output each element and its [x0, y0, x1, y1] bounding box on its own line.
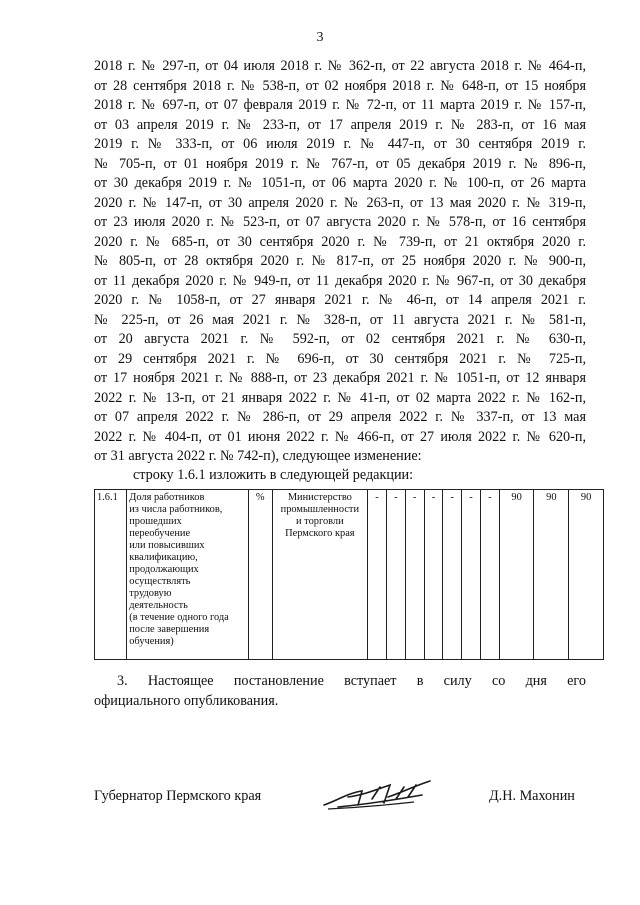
- value-cell: -: [368, 490, 387, 660]
- text-line: 2022 г. № 13-п, от 21 января 2022 г. № 41-п, от 02 марта 2022 г. № 162-п,: [94, 389, 586, 406]
- executor-line: и торговли: [296, 516, 344, 527]
- indicator-line: после завершения: [129, 624, 210, 635]
- value-cell: 90: [499, 490, 534, 660]
- indicator-line: продолжающих: [129, 564, 199, 575]
- text-line: 2019 г. № 333-п, от 06 июля 2019 г. № 447-п, от 30 сентября 2019 г.: [94, 136, 586, 152]
- text-line: от 03 апреля 2019 г. № 233-п, от 17 апреля 2019 г. № 283-п, от 16 мая: [94, 116, 586, 133]
- value-cell: -: [443, 490, 462, 660]
- indicator-line: деятельность: [129, 600, 188, 611]
- text-line: 2020 г. № 147-п, от 30 апреля 2020 г. № 263-п, от 13 мая 2020 г. № 319-п,: [94, 194, 586, 211]
- text-line: 2020 г. № 685-п, от 30 сентября 2020 г. № 739-п, от 21 октября 2020 г.: [94, 233, 586, 250]
- text-line: от 31 августа 2022 г. № 742-п), следующее изменение:: [94, 448, 422, 464]
- value-cell: -: [462, 490, 481, 660]
- page-number: 3: [316, 30, 324, 45]
- row-number-cell: 1.6.1: [95, 490, 127, 660]
- value-cell: -: [424, 490, 443, 660]
- text-line: от 20 августа 2021 г. № 592-п, от 02 сентября 2021 г. № 630-п,: [94, 331, 586, 347]
- value-cell: 90: [534, 490, 569, 660]
- indicator-line: осуществлять: [129, 576, 191, 587]
- text-line: от 23 июля 2020 г. № 523-п, от 07 августа 2020 г. № 578-п, от 16 сентября: [94, 214, 586, 230]
- text-line: 2022 г. № 404-п, от 01 июня 2022 г. № 466-п, от 27 июля 2022 г. № 620-п,: [94, 428, 586, 445]
- indicator-line: переобучение: [129, 528, 191, 539]
- body-text: [94, 57, 586, 467]
- indicator-line: или повысивших: [129, 540, 205, 551]
- intro-line: строку 1.6.1 изложить в следующей редакции:: [133, 467, 414, 483]
- unit-cell: %: [248, 490, 272, 660]
- executor-line: Министерство: [287, 492, 352, 503]
- paragraph-3-line-2: официального опубликования.: [94, 693, 279, 709]
- governor-title: Губернатор Пермского края: [94, 788, 262, 804]
- executor-cell: [272, 490, 368, 660]
- executor-line: Пермского края: [285, 528, 355, 539]
- text-line: от 11 декабря 2020 г. № 949-п, от 11 декабря 2020 г. № 967-п, от 30 декабря: [94, 272, 586, 289]
- indicator-line: из числа работников,: [129, 504, 223, 515]
- text-line: от 28 сентября 2018 г. № 538-п, от 02 ноября 2018 г. № 648-п, от 15 ноября: [94, 77, 586, 94]
- value-cell: -: [480, 490, 499, 660]
- text-line: от 17 ноября 2021 г. № 888-п, от 23 декабря 2021 г. № 1051-п, от 12 января: [94, 370, 586, 386]
- indicator-line: трудовую: [129, 588, 172, 599]
- indicator-line: прошедших: [129, 516, 182, 527]
- text-line: № 225-п, от 26 мая 2021 г. № 328-п, от 11 августа 2021 г. № 581-п,: [94, 311, 586, 328]
- text-line: 2018 г. № 697-п, от 07 февраля 2019 г. № 72-п, от 11 марта 2019 г. № 157-п,: [94, 97, 586, 113]
- text-line: № 805-п, от 28 октября 2020 г. № 817-п, от 25 ноября 2020 г. № 900-п,: [94, 253, 586, 269]
- value-cell: -: [386, 490, 405, 660]
- table-row: [95, 490, 604, 660]
- executor-line: промышленности: [280, 504, 360, 515]
- text-line: от 29 сентября 2021 г. № 696-п, от 30 сентября 2021 г. № 725-п,: [94, 350, 586, 367]
- paragraph-3: [94, 671, 586, 711]
- paragraph-3-line-1: 3. Настоящее постановление вступает в силу со дня его: [117, 673, 586, 689]
- governor-name: Д.Н. Махонин: [489, 788, 575, 804]
- text-line: от 07 апреля 2022 г. № 286-п, от 29 апреля 2022 г. № 337-п, от 13 мая: [94, 409, 586, 425]
- value-cell: -: [405, 490, 424, 660]
- amendment-table: [94, 489, 604, 660]
- indicator-line: обучения): [129, 636, 174, 647]
- indicator-line: Доля работников: [129, 492, 205, 503]
- text-line: от 30 декабря 2019 г. № 1051-п, от 06 марта 2020 г. № 100-п, от 26 марта: [94, 175, 586, 191]
- text-line: № 705-п, от 01 ноября 2019 г. № 767-п, от 05 декабря 2019 г. № 896-п,: [94, 155, 586, 172]
- indicator-line: квалификацию,: [129, 552, 198, 563]
- text-line: 2018 г. № 297-п, от 04 июля 2018 г. № 362-п, от 22 августа 2018 г. № 464-п,: [94, 58, 586, 74]
- value-cell: 90: [569, 490, 604, 660]
- text-line: 2020 г. № 1058-п, от 27 января 2021 г. № 46-п, от 14 апреля 2021 г.: [94, 292, 586, 308]
- signature-image: [318, 775, 436, 817]
- indicator-line: (в течение одного года: [129, 612, 229, 623]
- indicator-cell: [127, 490, 249, 660]
